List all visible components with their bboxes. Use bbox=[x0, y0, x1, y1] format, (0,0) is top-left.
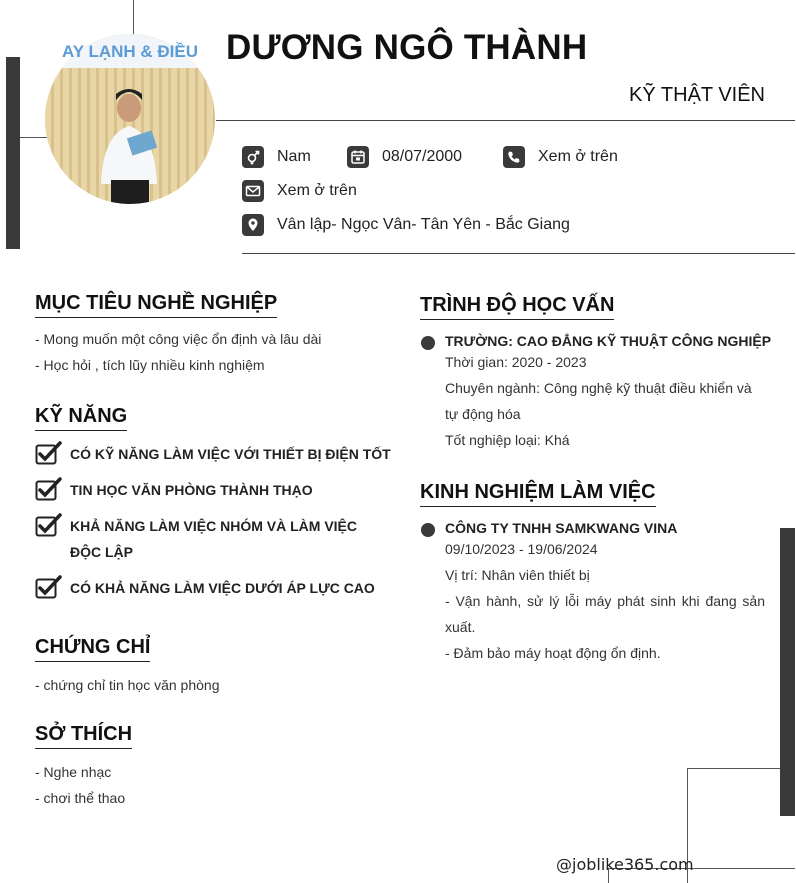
objective-title: MỤC TIÊU NGHỀ NGHIỆP bbox=[35, 292, 277, 318]
experience-section bbox=[420, 481, 656, 507]
duty-line: - Đảm bảo máy hoạt động ổn định. bbox=[445, 645, 661, 661]
avatar-sign-text: AY LẠNH & ĐIỀU bbox=[62, 42, 199, 61]
check-icon bbox=[35, 575, 63, 599]
education-section bbox=[420, 294, 614, 320]
graduation-grade: Tốt nghiệp loại: Khá bbox=[445, 432, 570, 448]
duty-line: - Vận hành, sử lý lỗi máy phát sinh khi đang sản xuất. bbox=[445, 593, 765, 635]
major: Chuyên ngành: Công nghệ kỹ thuật điều khiển và tự động hóa bbox=[445, 380, 752, 422]
objective-line: - Học hỏi , tích lũy nhiều kinh nghiệm bbox=[35, 357, 265, 373]
location-icon bbox=[242, 214, 264, 236]
info-divider bbox=[242, 253, 795, 254]
experience-entry bbox=[445, 520, 765, 666]
check-icon bbox=[35, 477, 63, 501]
info-gender bbox=[242, 146, 311, 168]
hobby-line: - chơi thể thao bbox=[35, 790, 126, 806]
phone-icon bbox=[503, 146, 525, 168]
skills-section bbox=[35, 405, 395, 601]
skills-title: KỸ NĂNG bbox=[35, 405, 127, 431]
watermark: @joblike365.com bbox=[556, 855, 694, 874]
experience-bullet bbox=[421, 523, 435, 537]
position: Vị trí: Nhân viên thiết bị bbox=[445, 567, 590, 583]
left-accent-bar bbox=[6, 57, 20, 249]
info-phone bbox=[503, 146, 618, 168]
right-accent-bar bbox=[780, 528, 795, 816]
skill-label: KHẢ NĂNG LÀM VIỆC NHÓM VÀ LÀM VIỆC ĐỘC LẬP bbox=[70, 518, 357, 560]
objective-section bbox=[35, 292, 321, 378]
left-connector-line bbox=[20, 137, 48, 138]
phone-value: Xem ở trên bbox=[538, 148, 618, 165]
email-value: Xem ở trên bbox=[277, 182, 357, 199]
birthday-value: 08/07/2000 bbox=[382, 148, 463, 165]
company-name: CÔNG TY TNHH SAMKWANG VINA bbox=[445, 520, 678, 536]
study-period: Thời gian: 2020 - 2023 bbox=[445, 354, 587, 370]
objective-line: - Mong muốn một công việc ổn định và lâu dài bbox=[35, 331, 322, 347]
top-connector-line bbox=[133, 0, 134, 36]
job-title: KỸ THẬT VIÊN bbox=[629, 84, 765, 106]
skill-item bbox=[35, 513, 395, 565]
skill-item bbox=[35, 477, 395, 503]
skill-item bbox=[35, 575, 395, 601]
corner-frame-top bbox=[687, 768, 780, 769]
certificates-title: CHỨNG CHỈ bbox=[35, 636, 150, 662]
education-entry bbox=[445, 333, 772, 453]
experience-title: KINH NGHIỆM LÀM VIỆC bbox=[420, 481, 656, 507]
certificate-line: - chứng chỉ tin học văn phòng bbox=[35, 677, 220, 693]
education-bullet bbox=[421, 336, 435, 350]
check-icon bbox=[35, 441, 63, 465]
gender-value: Nam bbox=[277, 148, 311, 165]
hobbies-title: SỞ THÍCH bbox=[35, 723, 132, 749]
skill-item bbox=[35, 441, 395, 467]
candidate-name: DƯƠNG NGÔ THÀNH bbox=[226, 28, 588, 67]
address-value: Vân lập- Ngọc Vân- Tân Yên - Bắc Giang bbox=[277, 216, 570, 233]
skill-label: CÓ KHẢ NĂNG LÀM VIỆC DƯỚI ÁP LỰC CAO bbox=[70, 580, 375, 596]
hobby-line: - Nghe nhạc bbox=[35, 764, 112, 780]
info-birthday bbox=[347, 146, 462, 168]
hobbies-section bbox=[35, 723, 132, 811]
skill-label: TIN HỌC VĂN PHÒNG THÀNH THẠO bbox=[70, 482, 313, 498]
info-email bbox=[242, 180, 357, 202]
gender-icon bbox=[242, 146, 264, 168]
school-name: TRƯỜNG: CAO ĐẲNG KỸ THUẬT CÔNG NGHIỆP bbox=[445, 333, 772, 349]
email-icon bbox=[242, 180, 264, 202]
certificates-section bbox=[35, 636, 220, 698]
info-address bbox=[242, 214, 570, 236]
check-icon bbox=[35, 513, 63, 537]
calendar-icon bbox=[347, 146, 369, 168]
work-period: 09/10/2023 - 19/06/2024 bbox=[445, 541, 598, 557]
header-divider bbox=[216, 120, 795, 121]
skill-label: CÓ KỸ NĂNG LÀM VIỆC VỚI THIẾT BỊ ĐIỆN TỐT bbox=[70, 446, 391, 462]
education-title: TRÌNH ĐỘ HỌC VẤN bbox=[420, 294, 614, 320]
